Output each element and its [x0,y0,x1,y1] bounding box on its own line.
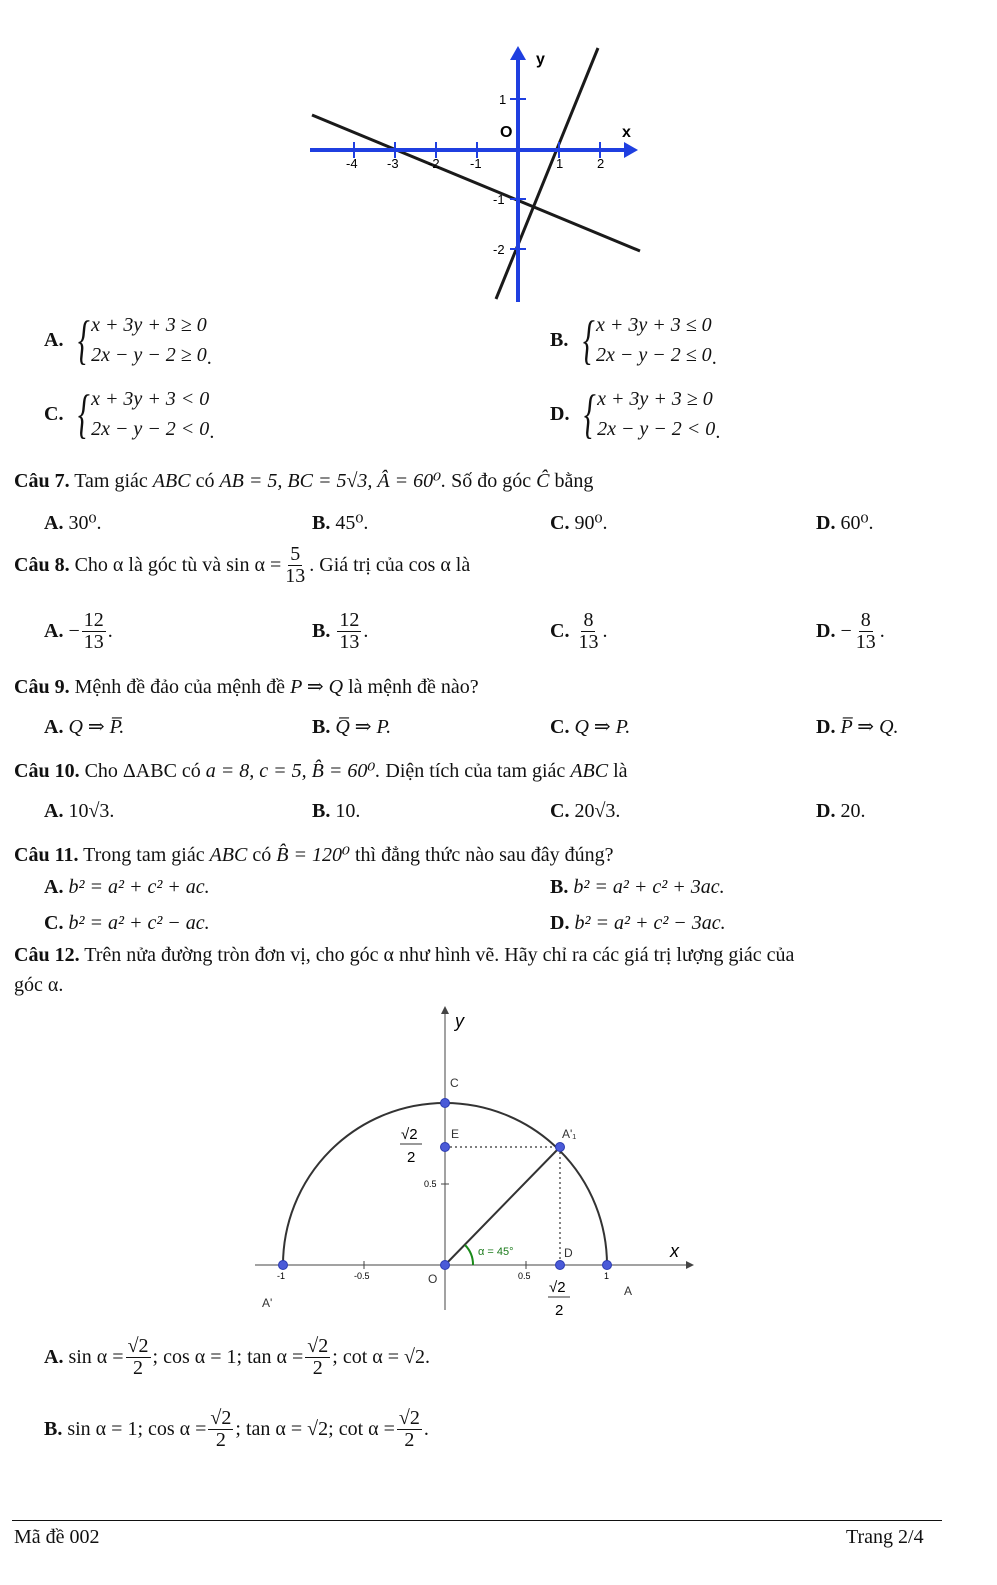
x-tick-label: -3 [387,156,399,171]
q9-option-c[interactable]: C. Q ⇒ P. [550,716,631,738]
label-a-prime: A' [262,1296,273,1310]
linear-inequality-graph [300,40,660,310]
footer-exam-code: Mã đề 002 [14,1526,100,1548]
q9-option-b[interactable]: B. Q̅ ⇒ P. [312,716,392,738]
x-axis-label: x [622,124,631,141]
x-tick-label: -1 [470,156,482,171]
y-tick-label: 1 [499,92,507,107]
label-c: C [450,1076,459,1090]
option-label: D. [550,402,570,425]
x-axis-arrow [624,142,638,158]
line-2x-y-2 [496,48,598,299]
q11-option-d[interactable]: D. b² = a² + c² − 3ac. [550,912,726,934]
x-axis-arrow [686,1261,694,1269]
q8-option-b[interactable]: B. $\frac{12}{13}$ . [312,609,369,653]
y-tick-label: 0.5 [424,1179,437,1189]
q6-option-d[interactable]: D. { x + 3y + 3 ≥ 0 2x − y − 2 < 0 . [550,384,721,444]
sqrt2-num-y: √2 [401,1126,418,1143]
angle-arc [465,1245,473,1265]
point-e [441,1143,450,1152]
x-tick-label: 0.5 [518,1271,531,1281]
x-tick-label: -0.5 [354,1271,370,1281]
q11-option-b[interactable]: B. b² = a² + c² + 3ac. [550,876,725,898]
inequality: x + 3y + 3 ≥ 0 [91,314,207,336]
label-a1: A'₁ [562,1127,577,1141]
x-tick-label: 2 [597,156,605,171]
point-o [441,1261,450,1270]
q7-stem: Câu 7. Tam giác ABC có AB = 5, BC = 5√3, Â = 60⁰. Số đo góc Ĉ bằng [14,470,594,492]
point-a1 [556,1143,565,1152]
q7-option-b[interactable]: B. 45⁰. [312,512,369,534]
q9-option-d[interactable]: D. P̅ ⇒ Q. [816,716,899,738]
inequality: x + 3y + 3 ≥ 0 [597,388,713,410]
point-d [556,1261,565,1270]
inequality: 2x − y − 2 < 0 [91,418,210,440]
label-a: A [624,1284,633,1298]
q9-stem: Câu 9. Mệnh đề đảo của mệnh đề P ⇒ Q là mệnh đề nào? [14,676,479,698]
q8-option-a[interactable]: A. − $\frac{12}{13}$ . [44,609,113,653]
sqrt2-den-x: 2 [555,1302,564,1319]
q8-option-d[interactable]: D. − $\frac{8}{13}$ . [816,609,885,653]
x-axis-label: x [670,1241,679,1261]
unit-semicircle-figure [250,1005,700,1325]
q10-option-a[interactable]: A. 10√3. [44,800,115,822]
y-axis-arrow [510,46,526,60]
y-axis-label: y [536,51,545,68]
q7-option-a[interactable]: A. 30⁰. [44,512,102,534]
label-o: O [428,1272,438,1286]
x-tick-label: 1 [604,1271,610,1281]
q7-option-d[interactable]: D. 60⁰. [816,512,874,534]
q6-option-a[interactable]: A. { x + 3y + 3 ≥ 0 2x − y − 2 ≥ 0 . [44,310,212,370]
label-e: E [451,1127,460,1141]
y-tick-label: -1 [493,192,505,207]
y-axis-arrow [441,1006,449,1014]
sqrt2-num-x: √2 [549,1279,566,1296]
origin-label: O [500,124,513,141]
q10-option-d[interactable]: D. 20. [816,800,866,822]
x-tick-label: -4 [346,156,358,171]
point-c [441,1099,450,1108]
footer-divider [12,1520,942,1521]
q11-stem: Câu 11. Trong tam giác ABC có B̂ = 120⁰ thì đẳng thức nào sau đây đúng? [14,844,614,866]
alpha-label: α = 45° [478,1246,514,1258]
q12-option-b[interactable]: B. sin α = 1; cos α = $\frac{√2}{2}$ ; tan α = √2; cot α = $\frac{√2}{2}$ . [44,1407,429,1451]
q8-stem: Câu 8. Cho α là góc tù và sin α = $\frac{5}{13}$ . Giá trị của cos α là [14,543,471,587]
q10-option-b[interactable]: B. 10. [312,800,361,822]
footer-page-number: Trang 2/4 [846,1526,924,1548]
x-tick-label: -1 [277,1271,286,1281]
y-tick-label: -2 [493,242,505,257]
q11-option-c[interactable]: C. b² = a² + c² − ac. [44,912,210,934]
inequality: 2x − y − 2 ≤ 0 [595,344,712,366]
x-tick-label: -2 [428,156,440,171]
q12-stem-line2: góc α. [14,974,64,996]
inequality: 2x − y − 2 < 0 [597,418,716,440]
x-tick-label: 1 [556,156,564,171]
point-a-prime [279,1261,288,1270]
q6-option-b[interactable]: B. { x + 3y + 3 ≤ 0 2x − y − 2 ≤ 0 . [550,310,717,370]
q11-option-a[interactable]: A. b² = a² + c² + ac. [44,876,210,898]
q7-option-c[interactable]: C. 90⁰. [550,512,608,534]
line-x-3y-3 [312,115,640,251]
q6-option-c[interactable]: C. { x + 3y + 3 < 0 2x − y − 2 < 0 . [44,384,215,444]
inequality: x + 3y + 3 ≤ 0 [595,314,712,336]
q9-option-a[interactable]: A. Q ⇒ P̅. [44,716,125,738]
y-axis-label: y [455,1011,464,1031]
label-d: D [564,1246,573,1260]
q12-option-a[interactable]: A. sin α = $\frac{√2}{2}$ ; cos α = 1; tan α = $\frac{√2}{2}$ ; cot α = √2. [44,1335,430,1379]
sqrt2-den-y: 2 [407,1149,416,1166]
q8-option-c[interactable]: C. $\frac{8}{13}$ . [550,609,608,653]
inequality: 2x − y − 2 ≥ 0 [91,344,207,366]
q10-stem: Câu 10. Cho ΔABC có a = 8, c = 5, B̂ = 60⁰. Diện tích của tam giác ABC là [14,760,628,782]
option-label: A. [44,328,64,351]
option-label: B. [550,328,569,351]
option-label: C. [44,402,64,425]
point-a [603,1261,612,1270]
q12-stem-line1: Câu 12. Trên nửa đường tròn đơn vị, cho góc α như hình vẽ. Hãy chỉ ra các giá trị lượng giác của [14,944,795,966]
q10-option-c[interactable]: C. 20√3. [550,800,621,822]
inequality: x + 3y + 3 < 0 [91,388,210,410]
